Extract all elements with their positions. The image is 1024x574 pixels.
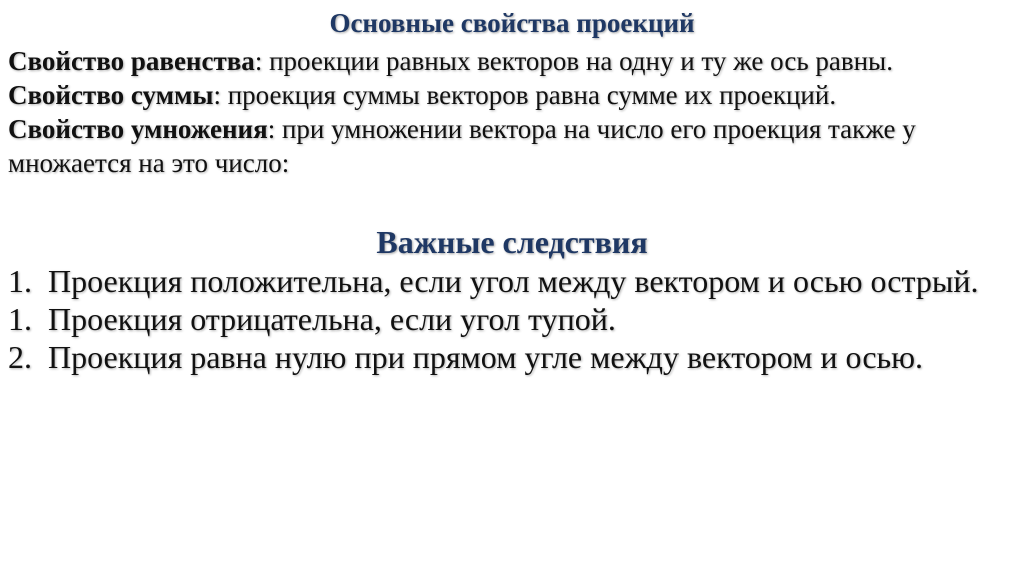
- item-number: 2.: [8, 339, 32, 375]
- properties-block: [8, 44, 1018, 180]
- consequences-list: [8, 262, 1018, 376]
- property-sum: [8, 78, 1018, 112]
- property-text: : проекция суммы векторов равна сумме их проекций.: [213, 80, 837, 110]
- property-equality: [8, 44, 1018, 78]
- item-number: 1.: [8, 263, 32, 299]
- item-text: Проекция равна нулю при прямом угле между вектором и осью.: [48, 339, 924, 375]
- list-item: [8, 300, 1018, 338]
- list-item: [8, 262, 1018, 300]
- list-item: [8, 338, 1018, 376]
- property-text: : проекции равных векторов на одну и ту же ось равны.: [254, 46, 893, 76]
- item-text: Проекция положительна, если угол между вектором и осью острый.: [48, 263, 979, 299]
- property-name: Свойство равенства: [8, 46, 255, 76]
- property-multiplication: [8, 112, 1018, 180]
- property-name: Свойство умножения: [8, 114, 268, 144]
- property-name: Свойство суммы: [8, 80, 214, 110]
- property-text: : при умножении вектора на число его проекция также у множается на это число:: [8, 114, 916, 178]
- consequences-heading: Важные следствия: [376, 224, 648, 260]
- slide-title: Основные свойства проекций: [329, 8, 695, 38]
- item-number: 1.: [8, 301, 32, 337]
- item-text: Проекция отрицательна, если угол тупой.: [48, 301, 616, 337]
